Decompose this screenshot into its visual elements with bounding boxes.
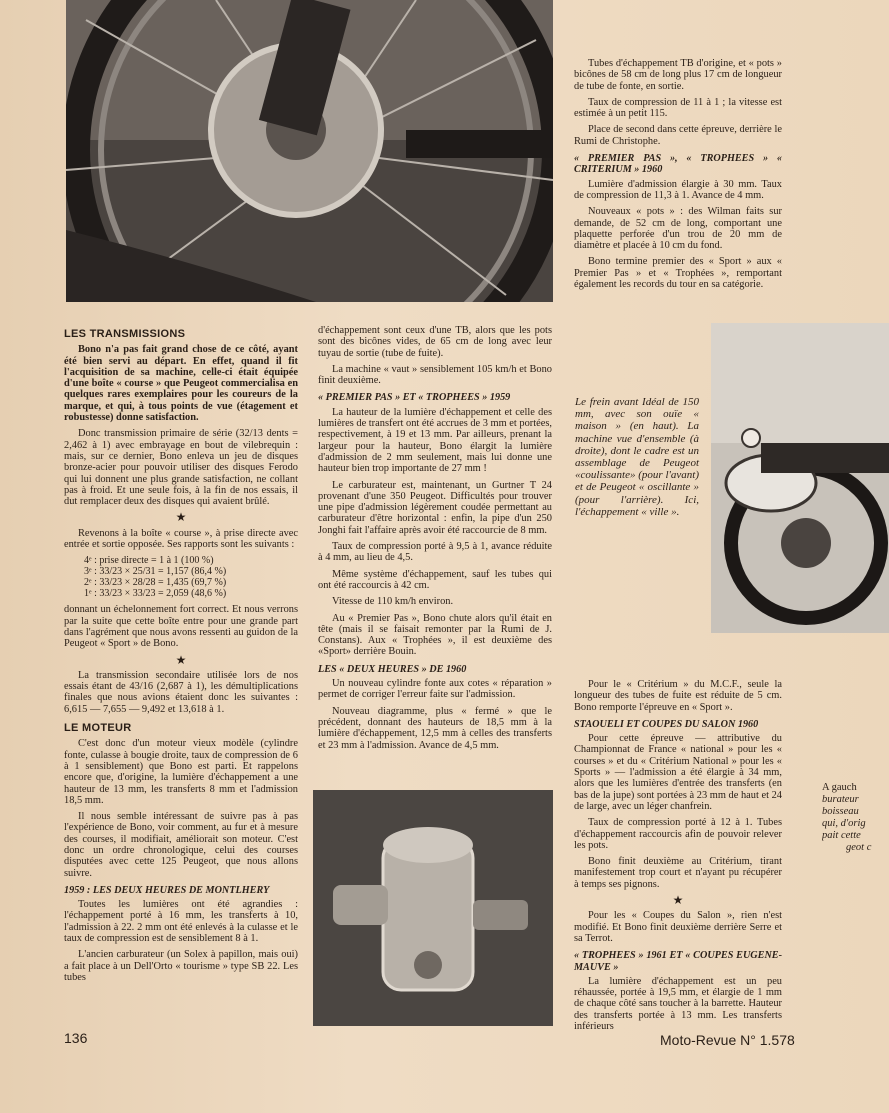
paragraph: L'ancien carburateur (un Solex à papillon, mais oui) a fait place à un Dell'Orto « tourisme » type SB 22. Les tubes bbox=[64, 949, 298, 983]
cropped-caption bbox=[822, 782, 889, 854]
star-separator: ★ bbox=[175, 510, 187, 525]
caption-line: A gauch bbox=[822, 782, 857, 793]
paragraph: Tubes d'échappement TB d'origine, et « pots » bicônes de 58 cm de long plus 17 cm de longueur de tube de fonte, en sortie. bbox=[574, 58, 782, 92]
paragraph: Taux de compression porté à 12 à 1. Tubes d'échappement raccourcis afin de pouvoir relever les pots. bbox=[574, 817, 782, 851]
caption-line: boisseau bbox=[822, 806, 859, 817]
subheading: 1959 : LES DEUX HEURES DE MONTLHERY bbox=[64, 884, 270, 896]
subheading: « PREMIER PAS », « TROPHEES » « CRITERIUM » 1960 bbox=[574, 153, 782, 176]
paragraph: La lumière d'échappement est un peu réhaussée, portée à 19,5 mm, et élargie de 1 mm de chaque côté sans toucher à la barrette. Hauteur des transferts portée à 13 mm. Les transferts inférieurs bbox=[574, 975, 782, 1033]
caption-line: geot c bbox=[846, 842, 872, 853]
paragraph: Revenons à la boîte « course », à prise directe avec entrée et sortie opposée. Ses rapports sont les suivants : bbox=[64, 527, 298, 551]
paragraph: Pour les « Coupes du Salon », rien n'est modifié. Et Bono finit deuxième derrière Serre et sa Terrot. bbox=[574, 910, 782, 944]
section-heading: LE MOTEUR bbox=[64, 722, 132, 735]
magazine-title: Moto-Revue N° 1.578 bbox=[660, 1032, 795, 1048]
wheel-brake-image bbox=[66, 0, 553, 302]
paragraph: Au « Premier Pas », Bono chute alors qu'il était en tête (mais il se faisait remonter par la Rumi de J. Constans). Aux « Trophées », il est deuxième des «Sport» derrière Bouin. bbox=[318, 612, 552, 658]
paragraph: Vitesse de 110 km/h environ. bbox=[332, 596, 454, 608]
paragraph: d'échappement sont ceux d'une TB, alors que les pots sont des bicônes vides, de 65 cm de long avec leur tuyau de sortie (tube de fuite). bbox=[318, 325, 552, 359]
gear-ratio: 3ᵉ : 33/23 × 25/31 = 1,157 (86,4 %) bbox=[84, 566, 227, 578]
paragraph: Nouveau diagramme, plus « fermé » que le précédent, donnant des hauteurs de 18,5 mm à la lumière d'échappement, 12,5 mm à celles des transferts et 23 mm à l'admission. Avance de 4,5 mm. bbox=[318, 705, 552, 751]
paragraph: Il nous semble intéressant de suivre pas à pas l'expérience de Bono, voir comment, au fur et à mesure des courses, il modifiait, améliorait son moteur. C'est donc un ordre chronologique, celui des courses disputées avec cette 125 Peugeot, que nous allons suivre. bbox=[64, 811, 298, 879]
paragraph: La machine « vaut » sensiblement 105 km/h et Bono finit deuxième. bbox=[318, 363, 552, 387]
paragraph: Bono termine premier des « Sport » aux « Premier Pas » et « Trophées », remportant également les records du tour en sa catégorie. bbox=[574, 256, 782, 291]
paragraph: Pour cette épreuve — attributive du Championnat de France « national » pour les « courses » et du « Critérium National » pour les « Sports » — l'admission a été élargie à 34 mm, alors que les lumières d'entrée des transferts (en bas de la jupe) sont portées à 23 mm de haut et 24 de large, avec un léger chanfrein. bbox=[574, 733, 782, 812]
star-separator: ★ bbox=[175, 652, 187, 667]
column-3 bbox=[574, 679, 782, 1037]
paragraph: Lumière d'admission élargie à 30 mm. Taux de compression de 11,3 à 1. Avance de 4 mm. bbox=[574, 178, 782, 201]
photo-caption: Le frein avant Idéal de 150 mm, avec son ouïe « maison » (en haut). La machine vue d'ensemble (à droite), dont le cadre est un assemblage de Peugeot «coulissante» (pour l'avant) et de Peugeot « oscillante » (pour l'arrière). Ici, l'échappement « ville ». bbox=[575, 396, 699, 518]
gear-ratio-list bbox=[84, 555, 298, 599]
paragraph: Bono finit deuxième au Critérium, tirant manifestement trop court et n'ayant pu récupérer à temps ses pignons. bbox=[574, 856, 782, 890]
paragraph: donnant un échelonnement fort correct. Et nous verrons par la suite que cette boîte entre pour une grande part dans l'agrément que nous avons ressenti au guidon de la Peugeot « Sport » de Bono. bbox=[64, 604, 298, 650]
paragraph: Place de second dans cette épreuve, derrière le Rumi de Christophe. bbox=[574, 124, 782, 147]
subheading: « PREMIER PAS » ET « TROPHEES » 1959 bbox=[318, 392, 511, 404]
subheading: STAOUELI ET COUPES DU SALON 1960 bbox=[574, 718, 759, 730]
paragraph: Taux de compression porté à 9,5 à 1, avance réduite à 4 mm, au lieu de 4,5. bbox=[318, 541, 552, 564]
paragraph: Toutes les lumières ont été agrandies : l'échappement porté à 16 mm, les transferts à 10, l'admission à 22. 2 mm ont été enlevés à la culasse et le taux de compression est de sensiblement 8 à 1. bbox=[64, 899, 298, 945]
paragraph: Bono n'a pas fait grand chose de ce côté, ayant été bien servi au départ. En effet, quand il fit l'acquisition de sa machine, celle-ci était équipée d'une boîte « course » que Peugeot commercialisa en quelques rares exemplaires pour les coureurs de la marque, et qui, à tous points de vue (étagement et robustesse) donne satisfaction. bbox=[64, 344, 298, 424]
gear-ratio: 1ᵉ : 33/23 × 33/23 = 2,059 (48,6 %) bbox=[84, 588, 227, 600]
gear-ratio: 4ᵉ : prise directe = 1 à 1 (100 %) bbox=[84, 555, 214, 567]
motorcycle-image bbox=[711, 323, 889, 633]
paragraph: Même système d'échappement, sauf les tubes qui ont été raccourcis à 42 cm. bbox=[318, 568, 552, 591]
gear-ratio: 2ᵉ : 33/23 × 28/28 = 1,435 (69,7 %) bbox=[84, 577, 227, 589]
motorcycle-photo bbox=[711, 323, 889, 633]
caption-line: pait cette bbox=[822, 830, 861, 841]
section-heading: LES TRANSMISSIONS bbox=[64, 328, 186, 340]
star-separator: ★ bbox=[672, 893, 684, 908]
paragraph: Le carburateur est, maintenant, un Gurtner T 24 provenant d'une 350 Peugeot. Difficultés pour trouver une pipe d'admission légèrement coudée permettant au carburateur d'être horizontal : enfin, la pipe d'un 250 Jonghi fait l'affaire après avoir été raccourcie de 8 mm. bbox=[318, 479, 552, 536]
paragraph: La hauteur de la lumière d'échappement et celle des lumières de transfert ont été accrues de 3 mm et portées, respectivement, à 19 et 13 mm. Par ailleurs, prenant la largeur pour la hauteur, Bono élargit la lumière d'admission de 2 mm seulement, mais lui donne une hauteur bien trop importante de 27 mm ! bbox=[318, 406, 552, 475]
paragraph: Nouveaux « pots » : des Wilman faits sur demande, de 52 cm de long, comportant une plaquette perforée d'un trou de 20 mm de diamètre et placée à 10 cm du fond. bbox=[574, 206, 782, 252]
column-1 bbox=[64, 325, 298, 988]
paragraph: Un nouveau cylindre fonte aux cotes « réparation » permet de corriger l'erreur faite sur l'admission. bbox=[318, 678, 552, 701]
caption-line: burateur bbox=[822, 794, 859, 805]
carburetor-photo bbox=[313, 790, 553, 1026]
page-number: 136 bbox=[64, 1030, 88, 1046]
paragraph: Pour le « Critérium » du M.C.F., seule la longueur des tubes de fuite est réduite de 5 cm. Bono remporte l'épreuve en « Sport ». bbox=[574, 679, 782, 713]
paragraph: Donc transmission primaire de série (32/13 dents = 2,462 à 1) avec embrayage en bout de vilebrequin : mais, sur ce dernier, Bono enleva un jeu de disques bronze-acier pour pouvoir utiliser des disques Ferodo qui lui donnent une plus grande satisfaction, ne collant pas à froid. Et une seule fois, à la fin de nos essais, il dut remplacer deux des disques qui avaient brûlé. bbox=[64, 428, 298, 508]
column-2 bbox=[318, 325, 552, 756]
paragraph: La transmission secondaire utilisée lors de nos essais étant de 43/16 (2,687 à 1), les démultiplications finales que nous avions étaient donc les suivantes : 6,615 — 7,655 — 9,492 et 13,618 à 1. bbox=[64, 669, 298, 715]
brake-photo bbox=[66, 0, 553, 302]
subheading: LES « DEUX HEURES » DE 1960 bbox=[318, 663, 467, 675]
paragraph: Taux de compression de 11 à 1 ; la vitesse est estimée à un petit 115. bbox=[574, 96, 782, 120]
column-right-top bbox=[574, 58, 782, 295]
paragraph: C'est donc d'un moteur vieux modèle (cylindre fonte, culasse à bougie droite, taux de compression de 6 à 1 sensiblement) que Bono est parti. Et rappelons encore que, d'origine, la lumière d'échappement a une hauteur de 13 mm, les transferts 8 mm et l'admission 18,5 mm. bbox=[64, 738, 298, 806]
carburetor-image bbox=[313, 790, 553, 1026]
caption-line: qui, d'orig bbox=[822, 818, 866, 829]
subheading: « TROPHEES » 1961 ET « COUPES EUGENE-MAUVE » bbox=[574, 950, 782, 973]
